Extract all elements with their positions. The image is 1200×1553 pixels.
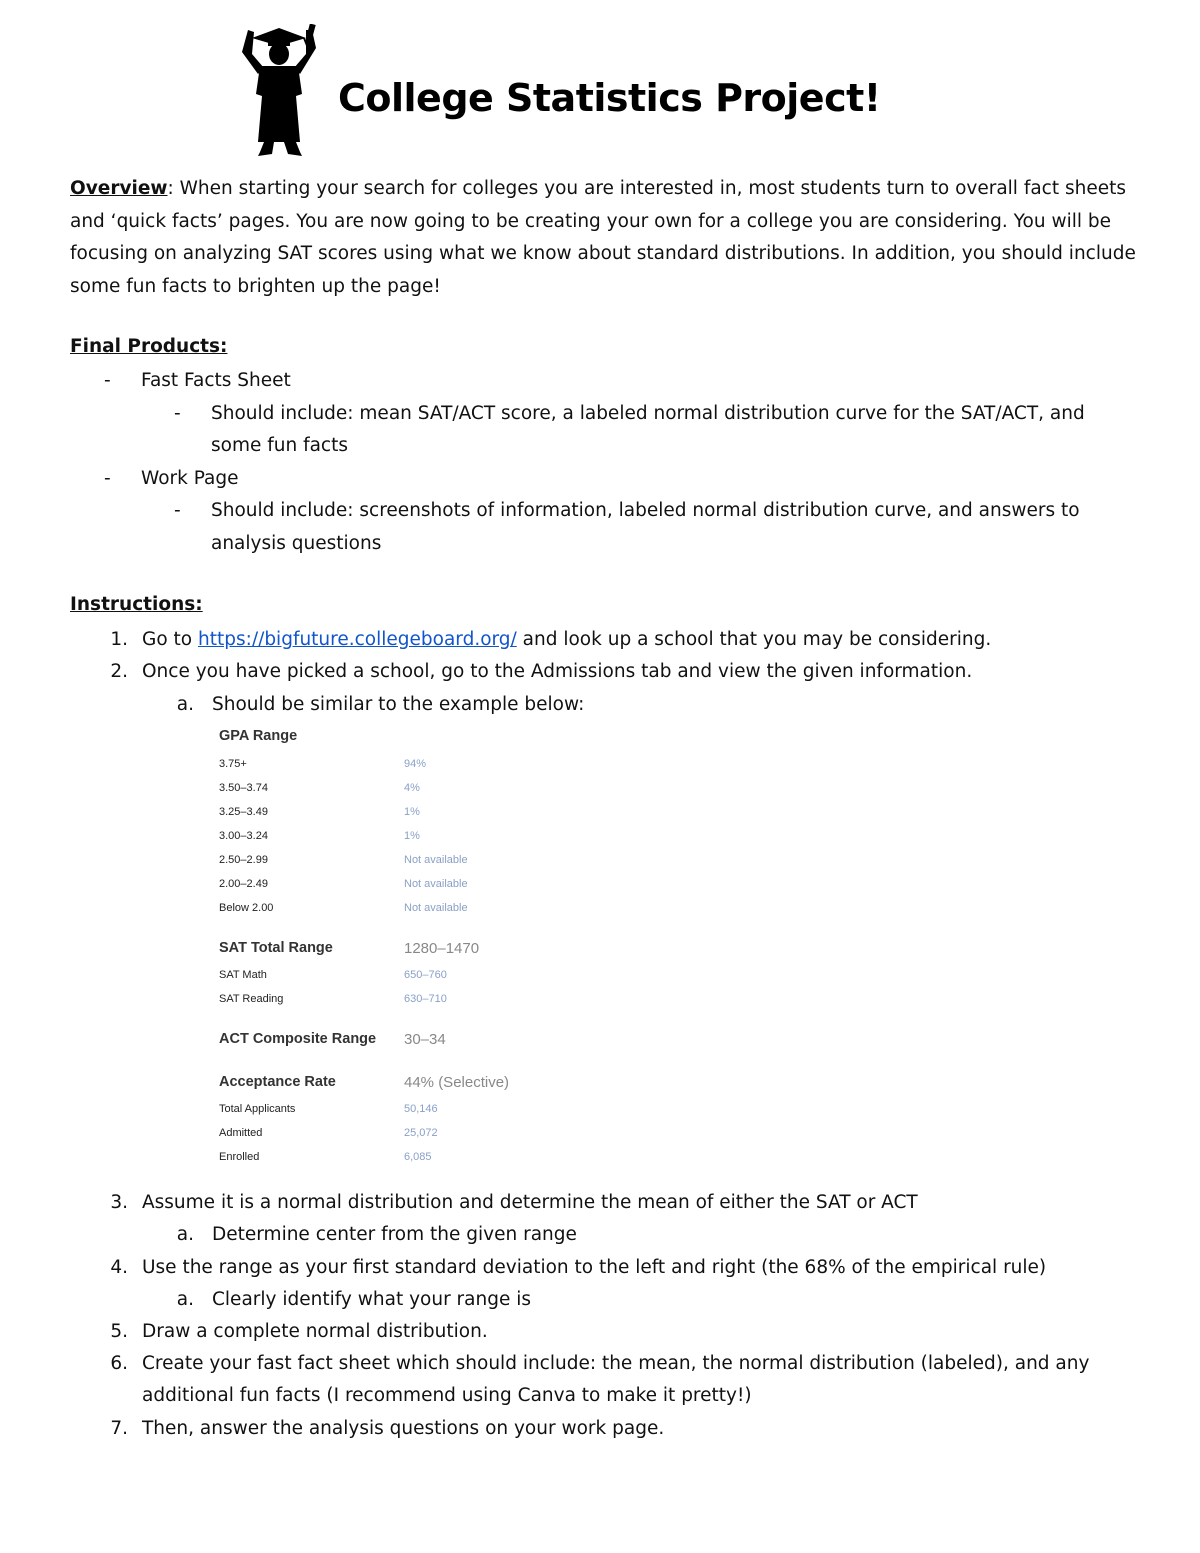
row-value: 630–710	[404, 993, 447, 1005]
row-value: 25,072	[404, 1127, 438, 1139]
overview-label: Overview	[70, 178, 168, 199]
substep-letter: a.	[176, 694, 194, 715]
row-label: 3.25–3.49	[219, 806, 268, 818]
step-number: 4.	[110, 1257, 128, 1278]
final-products-heading: Final Products:	[70, 336, 228, 357]
step-text-post: and look up a school that you may be considering.	[516, 629, 992, 650]
step-number: 2.	[110, 661, 128, 682]
substep-letter: a.	[176, 1289, 194, 1310]
step-text: Assume it is a normal distribution and determine the mean of either the SAT or ACT	[142, 1192, 918, 1213]
row-value: Not available	[404, 854, 468, 866]
substep-text: Clearly identify what your range is	[212, 1289, 532, 1310]
row-label: 2.00–2.49	[219, 878, 268, 890]
row-label: Enrolled	[219, 1151, 260, 1163]
sat-range-value: 1280–1470	[404, 940, 480, 957]
substep-text: Determine center from the given range	[212, 1224, 577, 1245]
row-value: 94%	[404, 758, 427, 770]
row-label: SAT Reading	[219, 993, 284, 1005]
row-value: 1%	[404, 806, 420, 818]
collegeboard-link[interactable]: https://bigfuture.collegeboard.org/	[198, 629, 517, 650]
step-text: Once you have picked a school, go to the Admissions tab and view the given information.	[142, 661, 973, 682]
row-label: Total Applicants	[219, 1103, 296, 1115]
step-number: 3.	[110, 1192, 128, 1213]
overview-paragraph	[70, 173, 1140, 303]
act-range-value: 30–34	[404, 1031, 446, 1048]
bullet: -	[174, 500, 181, 521]
substep-letter: a.	[176, 1224, 194, 1245]
row-label: 3.50–3.74	[219, 782, 268, 794]
list-item-label: Work Page	[141, 468, 239, 489]
step-text: additional fun facts (I recommend using Canva to make it pretty!)	[142, 1385, 752, 1406]
row-value: Not available	[404, 878, 468, 890]
page-title: College Statistics Project!	[338, 76, 881, 120]
row-value: 650–760	[404, 969, 447, 981]
step-number: 6.	[110, 1353, 128, 1374]
graduate-silhouette-icon	[238, 24, 320, 158]
act-heading: ACT Composite Range	[219, 1031, 377, 1047]
row-value: 50,146	[404, 1103, 438, 1115]
step-number: 7.	[110, 1418, 128, 1439]
instructions-heading: Instructions:	[70, 594, 203, 615]
list-item-text: analysis questions	[211, 533, 382, 554]
row-label: 3.75+	[219, 758, 247, 770]
row-label: 3.00–3.24	[219, 830, 268, 842]
row-value: 1%	[404, 830, 420, 842]
list-item-text: Should include: screenshots of information, labeled normal distribution curve, and answers to	[211, 500, 1080, 521]
step-text	[142, 624, 991, 657]
step-text: Use the range as your first standard deviation to the left and right (the 68% of the empirical rule)	[142, 1257, 1047, 1278]
acceptance-rate-value: 44% (Selective)	[404, 1074, 510, 1091]
list-item-label: Fast Facts Sheet	[141, 370, 291, 391]
step-text: Create your fast fact sheet which should include: the mean, the normal distribution (labeled), and any	[142, 1353, 1090, 1374]
list-item-text: Should include: mean SAT/ACT score, a labeled normal distribution curve for the SAT/ACT, and	[211, 403, 1085, 424]
row-value: 4%	[404, 782, 420, 794]
step-number: 5.	[110, 1321, 128, 1342]
substep-text: Should be similar to the example below:	[212, 694, 585, 715]
bullet: -	[104, 468, 111, 489]
step-text-pre: Go to	[142, 629, 198, 650]
row-value: Not available	[404, 902, 468, 914]
gpa-heading: GPA Range	[219, 728, 298, 744]
step-text: Draw a complete normal distribution.	[142, 1321, 488, 1342]
step-number: 1.	[110, 629, 128, 650]
step-text: Then, answer the analysis questions on your work page.	[142, 1418, 665, 1439]
bullet: -	[174, 403, 181, 424]
row-value: 6,085	[404, 1151, 432, 1163]
row-label: Below 2.00	[219, 902, 274, 914]
overview-text: : When starting your search for colleges you are interested in, most students turn to overall fact sheets and ‘quick facts’ pages. You are now going to be creating your own for a college you are considering. You will be focusing on analyzing SAT scores using what we know about standard distributions. In addition, you should include some fun facts to brighten up the page!	[70, 178, 1136, 297]
bullet: -	[104, 370, 111, 391]
acceptance-heading: Acceptance Rate	[219, 1074, 336, 1090]
sat-heading: SAT Total Range	[219, 940, 333, 956]
row-label: SAT Math	[219, 969, 267, 981]
row-label: Admitted	[219, 1127, 263, 1139]
list-item-text: some fun facts	[211, 435, 348, 456]
row-label: 2.50–2.99	[219, 854, 268, 866]
